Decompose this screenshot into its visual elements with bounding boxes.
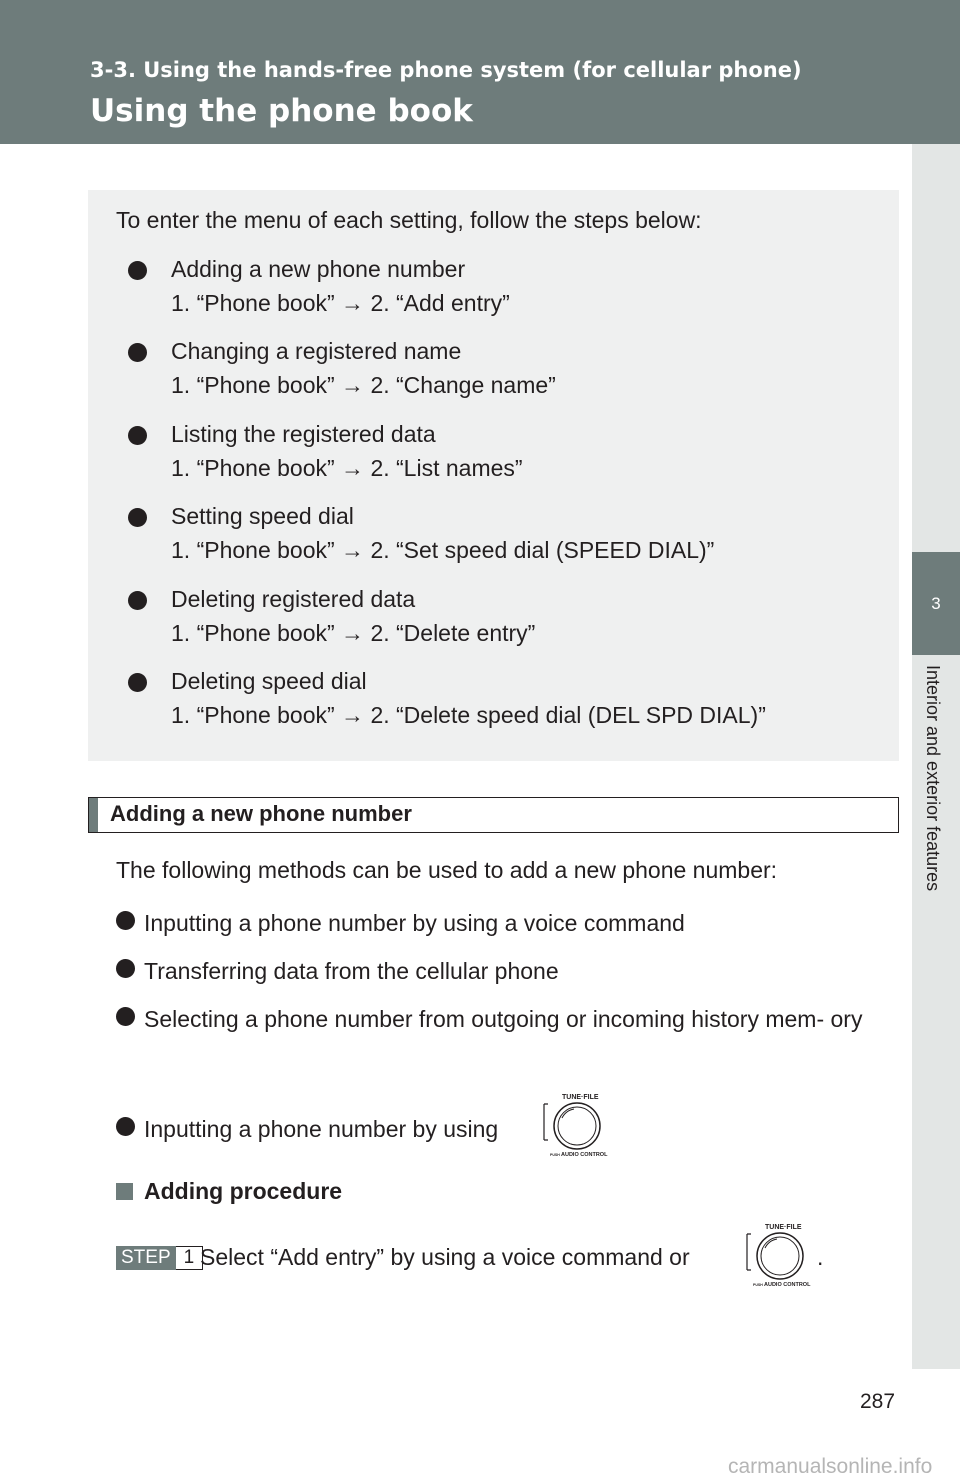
step-badge	[116, 1246, 203, 1270]
menu-item-label: Changing a registered name	[171, 338, 462, 364]
knob-top-label: TUNE·FILE	[765, 1224, 802, 1231]
knob-top-label: TUNE·FILE	[562, 1094, 599, 1101]
chapter-label: Interior and exterior features	[923, 665, 943, 892]
tune-file-knob-icon	[540, 1090, 610, 1160]
chapter-number-tab: 3	[912, 552, 960, 655]
page-header	[0, 0, 960, 144]
step-end-period: .	[817, 1244, 824, 1270]
subsection-heading: Adding a new phone number	[110, 801, 412, 826]
menu-item-label: Listing the registered data	[171, 421, 436, 447]
menu-item-path: 1. “Phone book” → 2. “Delete speed dial (DEL SPD DIAL)”	[171, 702, 766, 728]
menu-intro-text: To enter the menu of each setting, follow the steps below:	[116, 207, 702, 233]
round-bullet-icon	[128, 591, 147, 610]
page-title: Using the phone book	[90, 93, 473, 129]
subsection-heading-box	[88, 797, 899, 833]
section-intro-text: The following methods can be used to add a new phone number:	[116, 857, 778, 883]
method-label: Inputting a phone number by using a voice command	[144, 910, 685, 936]
round-bullet-icon	[128, 673, 147, 692]
round-bullet-icon	[128, 261, 147, 280]
knob-push-label: PUSH	[550, 1153, 560, 1157]
round-bullet-icon	[116, 911, 135, 930]
knob-push-label: PUSH	[753, 1283, 763, 1287]
step-text: Select “Add entry” by using a voice command or	[200, 1244, 690, 1270]
section-title: 3-3. Using the hands-free phone system (for cellular phone)	[90, 58, 802, 82]
watermark: carmanualsonline.info	[728, 1455, 933, 1478]
menu-item-label: Setting speed dial	[171, 503, 354, 529]
round-bullet-icon	[128, 343, 147, 362]
menu-item-path: 1. “Phone book” → 2. “Add entry”	[171, 290, 510, 316]
knob-bottom-label: AUDIO CONTROL	[561, 1152, 608, 1158]
menu-item-path: 1. “Phone book” → 2. “Delete entry”	[171, 620, 536, 646]
menu-item-path: 1. “Phone book” → 2. “List names”	[171, 455, 523, 481]
round-bullet-icon	[116, 1117, 135, 1136]
method-label: Transferring data from the cellular phone	[144, 958, 559, 984]
round-bullet-icon	[116, 1007, 135, 1026]
page-number: 287	[860, 1390, 896, 1413]
knob-bottom-label: AUDIO CONTROL	[764, 1282, 811, 1288]
step-badge-number: 1	[176, 1246, 204, 1270]
tune-file-knob-icon	[743, 1220, 813, 1290]
round-bullet-icon	[128, 426, 147, 445]
menu-item-path: 1. “Phone book” → 2. “Set speed dial (SPEED DIAL)”	[171, 537, 715, 563]
round-bullet-icon	[116, 959, 135, 978]
method-label: Selecting a phone number from outgoing or incoming history mem- ory	[144, 1006, 863, 1032]
menu-item-label: Deleting speed dial	[171, 668, 367, 694]
round-bullet-icon	[128, 508, 147, 527]
menu-steps-box	[88, 190, 899, 761]
menu-item-path: 1. “Phone book” → 2. “Change name”	[171, 372, 556, 398]
step-badge-word: STEP	[116, 1246, 176, 1270]
square-bullet-icon	[116, 1183, 133, 1200]
procedure-title: Adding procedure	[144, 1178, 343, 1204]
menu-item-label: Deleting registered data	[171, 586, 416, 612]
menu-item-label: Adding a new phone number	[171, 256, 466, 282]
method-label: Inputting a phone number by using	[144, 1116, 499, 1142]
